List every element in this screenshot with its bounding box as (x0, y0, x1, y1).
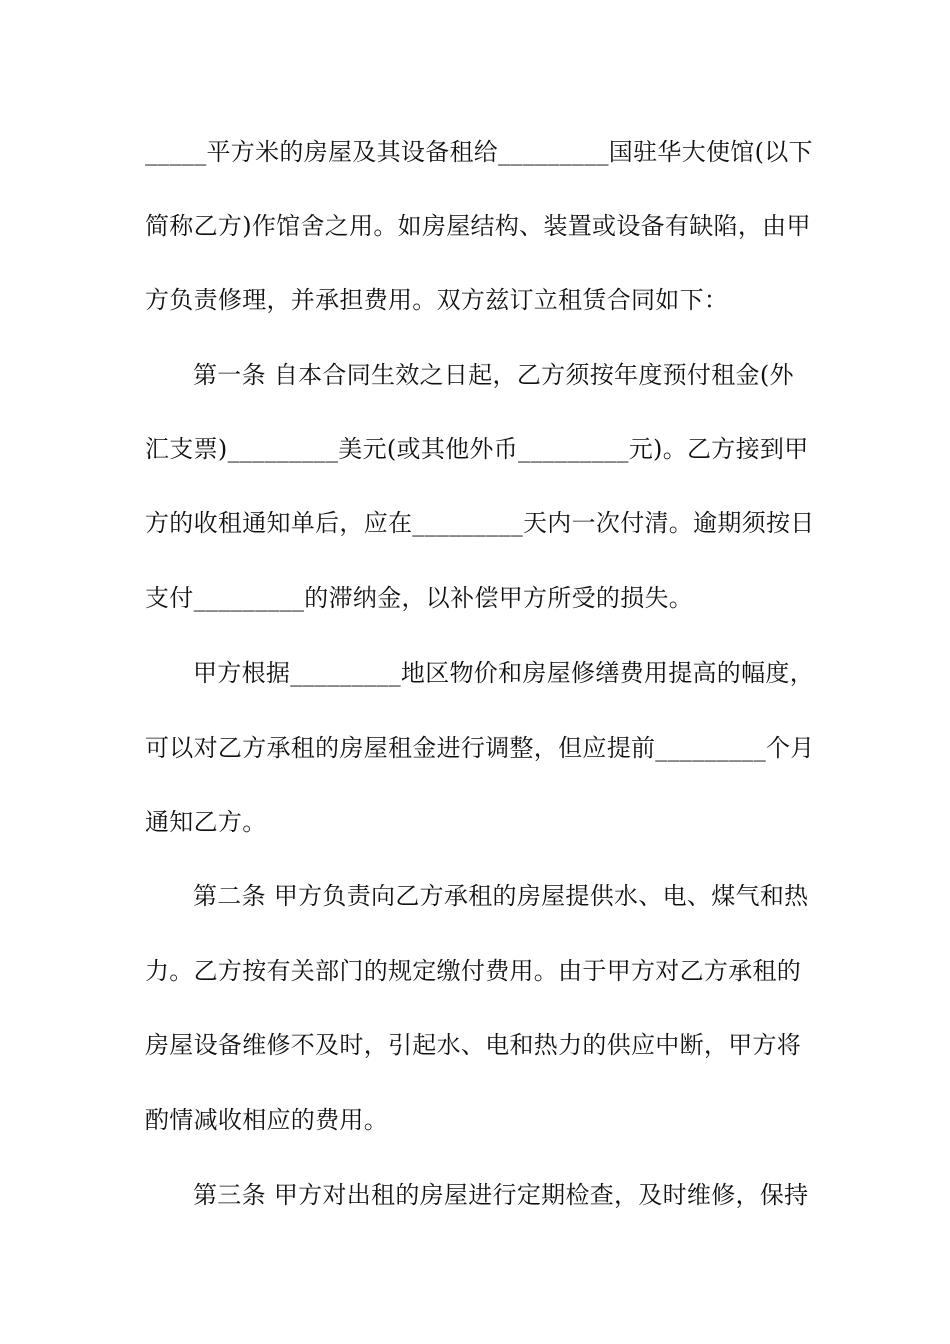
text-line-12: 力。乙方按有关部门的规定缴付费用。由于甲方对乙方承租的 (145, 957, 802, 985)
article-3-first-line: 第三条 甲方对出租的房屋进行定期检查，及时维修，保持 (193, 1181, 809, 1209)
text-line-9: 可以对乙方承租的房屋租金进行调整，但应提前_________个月 (145, 734, 815, 762)
text-line-7: 支付_________的滞纳金，以补偿甲方所受的损失。 (145, 584, 694, 612)
text-line-13: 房屋设备维修不及时，引起水、电和热力的供应中断，甲方将 (145, 1031, 802, 1059)
article-2-first-line: 第二条 甲方负责向乙方承租的房屋提供水、电、煤气和热 (193, 882, 809, 910)
text-line-5: 汇支票)_________美元(或其他外币_________元)。乙方接到甲 (145, 435, 809, 463)
text-line-10: 通知乙方。 (145, 808, 267, 836)
paragraph-rent-adjustment-first-line: 甲方根据_________地区物价和房屋修缮费用提高的幅度， (193, 659, 814, 687)
text-line-6: 方的收租通知单后，应在_________天内一次付清。逾期须按日 (145, 509, 815, 537)
text-line-14: 酌情减收相应的费用。 (145, 1106, 388, 1134)
text-line-1: _____平方米的房屋及其设备租给_________国驻华大使馆(以下 (145, 138, 813, 166)
article-1-first-line: 第一条 自本合同生效之日起，乙方须按年度预付租金(外 (193, 361, 794, 389)
text-line-2: 简称乙方)作馆舍之用。如房屋结构、装置或设备有缺陷，由甲 (145, 212, 811, 240)
text-line-3: 方负责修理，并承担费用。双方兹订立租赁合同如下： (145, 286, 729, 314)
